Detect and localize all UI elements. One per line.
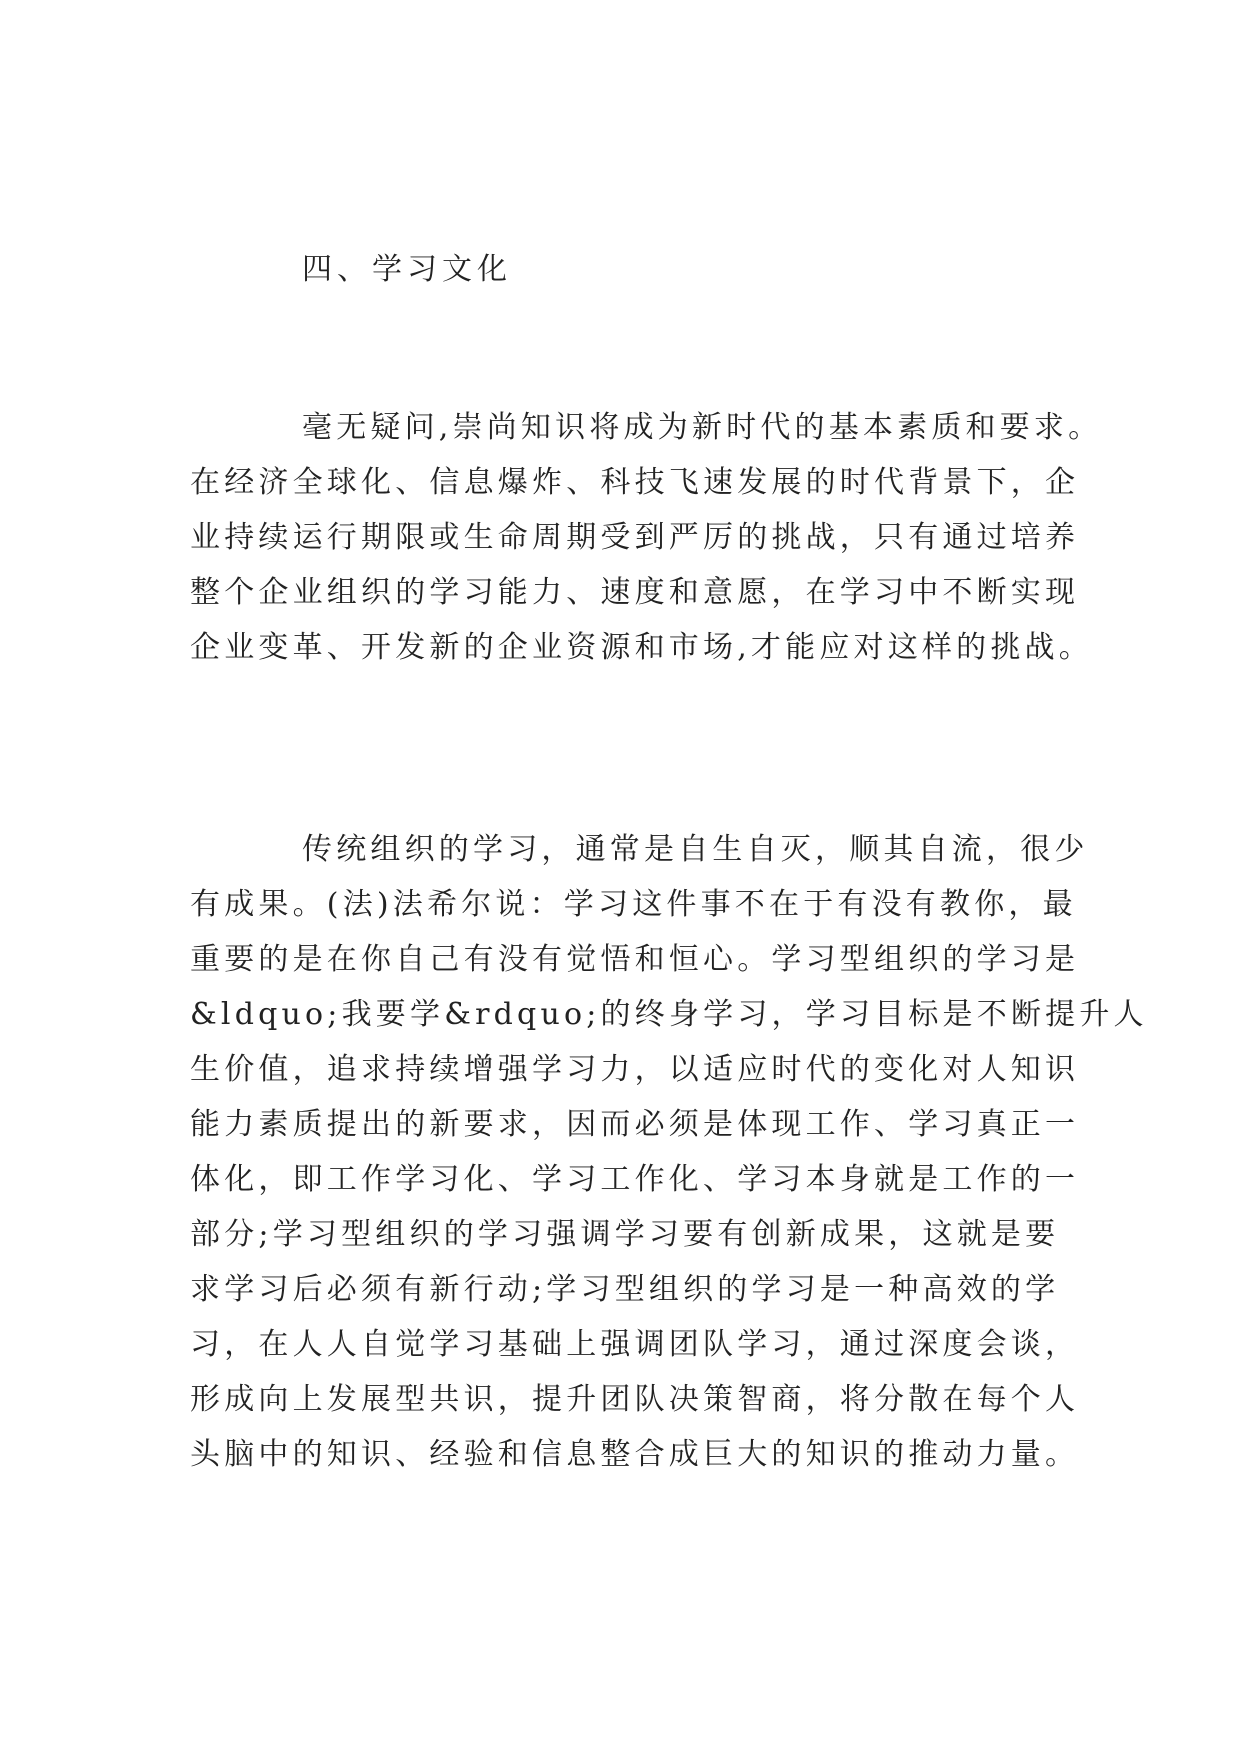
paragraph-line: 在经济全球化、信息爆炸、科技飞速发展的时代背景下，企 <box>190 465 1080 500</box>
paragraph-line: 求学习后必须有新行动;学习型组织的学习是一种高效的学 <box>190 1272 1060 1307</box>
paragraph-line: 头脑中的知识、经验和信息整合成巨大的知识的推动力量。 <box>190 1437 1080 1472</box>
paragraph-line: 体化，即工作学习化、学习工作化、学习本身就是工作的一 <box>190 1162 1080 1197</box>
paragraph-line: 生价值，追求持续增强学习力，以适应时代的变化对人知识 <box>190 1052 1080 1087</box>
paragraph-line: 整个企业组织的学习能力、速度和意愿，在学习中不断实现 <box>190 575 1080 610</box>
paragraph-line: 重要的是在你自己有没有觉悟和恒心。学习型组织的学习是 <box>190 942 1080 977</box>
paragraph-line: 习，在人人自觉学习基础上强调团队学习，通过深度会谈， <box>190 1327 1080 1362</box>
paragraph-line: 部分;学习型组织的学习强调学习要有创新成果，这就是要 <box>190 1217 1060 1252</box>
section-heading: 四、学习文化 <box>302 252 512 287</box>
paragraph-line: &ldquo;我要学&rdquo;的终身学习，学习目标是不断提升人 <box>190 997 1148 1032</box>
paragraph-line: 能力素质提出的新要求，因而必须是体现工作、学习真正一 <box>190 1107 1080 1142</box>
paragraph-line: 业持续运行期限或生命周期受到严厉的挑战，只有通过培养 <box>190 520 1080 555</box>
paragraph-line: 毫无疑问,崇尚知识将成为新时代的基本素质和要求。 <box>302 410 1103 445</box>
paragraph-line: 有成果。(法)法希尔说：学习这件事不在于有没有教你，最 <box>190 887 1077 922</box>
paragraph-line: 企业变革、开发新的企业资源和市场,才能应对这样的挑战。 <box>190 630 1093 665</box>
paragraph-line: 形成向上发展型共识，提升团队决策智商，将分散在每个人 <box>190 1382 1080 1417</box>
paragraph-line: 传统组织的学习，通常是自生自灭，顺其自流，很少 <box>302 832 1089 867</box>
